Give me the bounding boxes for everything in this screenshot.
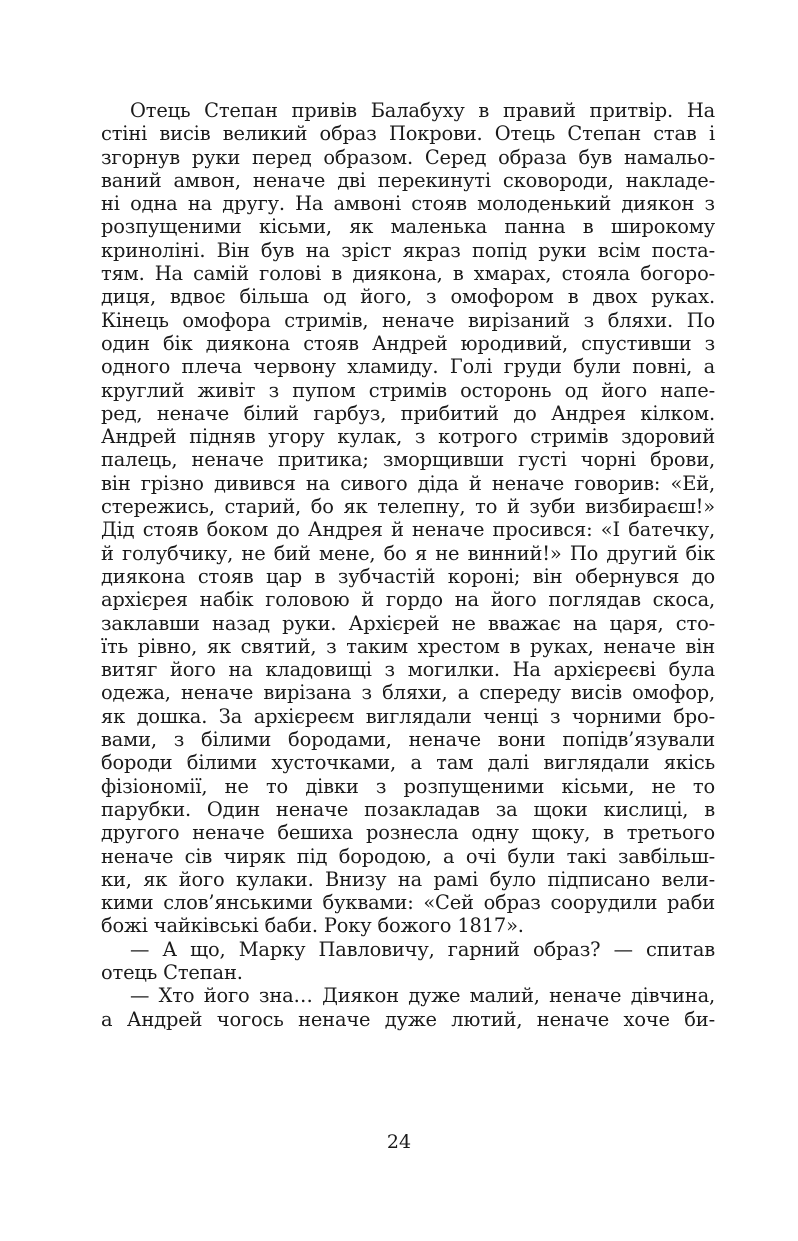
- text-line: один бік диякона стояв Андрей юродивий, спустивши з: [101, 331, 715, 355]
- text-line: парубки. Один неначе позакладав за щоки кислиці, в: [101, 797, 715, 821]
- paragraph: [101, 99, 715, 938]
- text-line: ні одна на другу. На амвоні стояв молоденький диякон з: [101, 192, 715, 216]
- text-line: фізіономії, не то дівки з розпущеними кісьми, не то: [101, 774, 715, 798]
- text-line: витяг його на кладовищі з могилки. На архієреєві була: [101, 658, 715, 682]
- text-line: вами, з білими бородами, неначе вони попідв’язували: [101, 728, 715, 752]
- paragraph: [101, 938, 715, 985]
- text-line: ред, неначе білий гарбуз, прибитий до Андрея кілком.: [101, 401, 715, 425]
- text-line: палець, неначе притика; зморщивши густі чорні брови,: [101, 448, 715, 472]
- text-line: одного плеча червону хламиду. Голі груди були повні, а: [101, 355, 715, 379]
- text-line: згорнув руки перед образом. Серед образа був намальо-: [101, 145, 715, 169]
- text-line: отець Степан.: [101, 960, 243, 984]
- text-line: диця, вдвоє більша од його, з омофором в двох руках.: [101, 285, 715, 309]
- text-line: Андрей підняв угору кулак, з котрого стримів здоровий: [101, 425, 715, 449]
- text-line: — Хто його зна… Диякон дуже малий, неначе дівчина,: [130, 984, 715, 1008]
- text-line: одежа, неначе вирізана з бляхи, а спереду висів омофор,: [101, 681, 715, 705]
- text-line: круглий живіт з пупом стримів осторонь од його напе-: [101, 378, 715, 402]
- text-line: Дід стояв боком до Андрея й неначе просився: «І батечку,: [101, 518, 715, 542]
- text-line: неначе сів чиряк під бородою, а очі були такі завбільш-: [101, 844, 715, 868]
- text-line: стіні висів великий образ Покрови. Отець Степан став і: [101, 122, 715, 146]
- paragraph: [101, 984, 715, 1031]
- text-line: а Андрей чогось неначе дуже лютий, неначе хоче би-: [101, 1007, 715, 1031]
- text-line: криноліні. Він був на зріст якраз попід руки всім поста-: [101, 238, 715, 262]
- text-line: заклавши назад руки. Архієрей не вважає на царя, сто-: [101, 611, 715, 635]
- text-line: архієрея набік головою й гордо на його поглядав скоса,: [101, 588, 715, 612]
- text-line: тям. На самій голові в диякона, в хмарах, стояла богоро-: [101, 262, 715, 286]
- text-line: як дошка. За архієреєм виглядали ченці з чорними бро-: [101, 704, 715, 728]
- text-line: кими слов’янськими буквами: «Сей образ соорудили раби: [101, 891, 715, 915]
- text-line: ки, як його кулаки. Внизу на рамі було підписано вели-: [101, 867, 715, 891]
- text-line: ваний амвон, неначе дві перекинуті сковороди, накладе-: [101, 168, 715, 192]
- text-line: розпущеними кісьми, як маленька панна в широкому: [101, 215, 715, 239]
- text-line: їть рівно, як святий, з таким хрестом в руках, неначе він: [101, 634, 715, 658]
- text-line: диякона стояв цар в зубчастій короні; він обернувся до: [101, 564, 715, 588]
- text-line: й голубчику, не бий мене, бо я не винний!» По другий бік: [101, 541, 715, 565]
- text-line: божі чайківські баби. Року божого 1817».: [101, 914, 524, 938]
- text-line: бороди білими хусточками, а там далі виглядали якісь: [101, 751, 715, 775]
- text-line: другого неначе бешиха рознесла одну щоку, в третього: [101, 821, 715, 845]
- text-line: — А що, Марку Павловичу, гарний образ? — спитав: [130, 937, 715, 961]
- text-line: Кінець омофора стримів, неначе вирізаний з бляхи. По: [101, 308, 715, 332]
- text-line: стережись, старий, бо як телепну, то й зуби визбираєш!»: [101, 495, 715, 519]
- text-line: Отець Степан привів Балабуху в правий притвір. На: [130, 99, 715, 122]
- page-body: [101, 99, 715, 1031]
- page-number: 24: [386, 1131, 412, 1153]
- text-line: він грізно дивився на сивого діда й неначе говорив: «Ей,: [101, 471, 715, 495]
